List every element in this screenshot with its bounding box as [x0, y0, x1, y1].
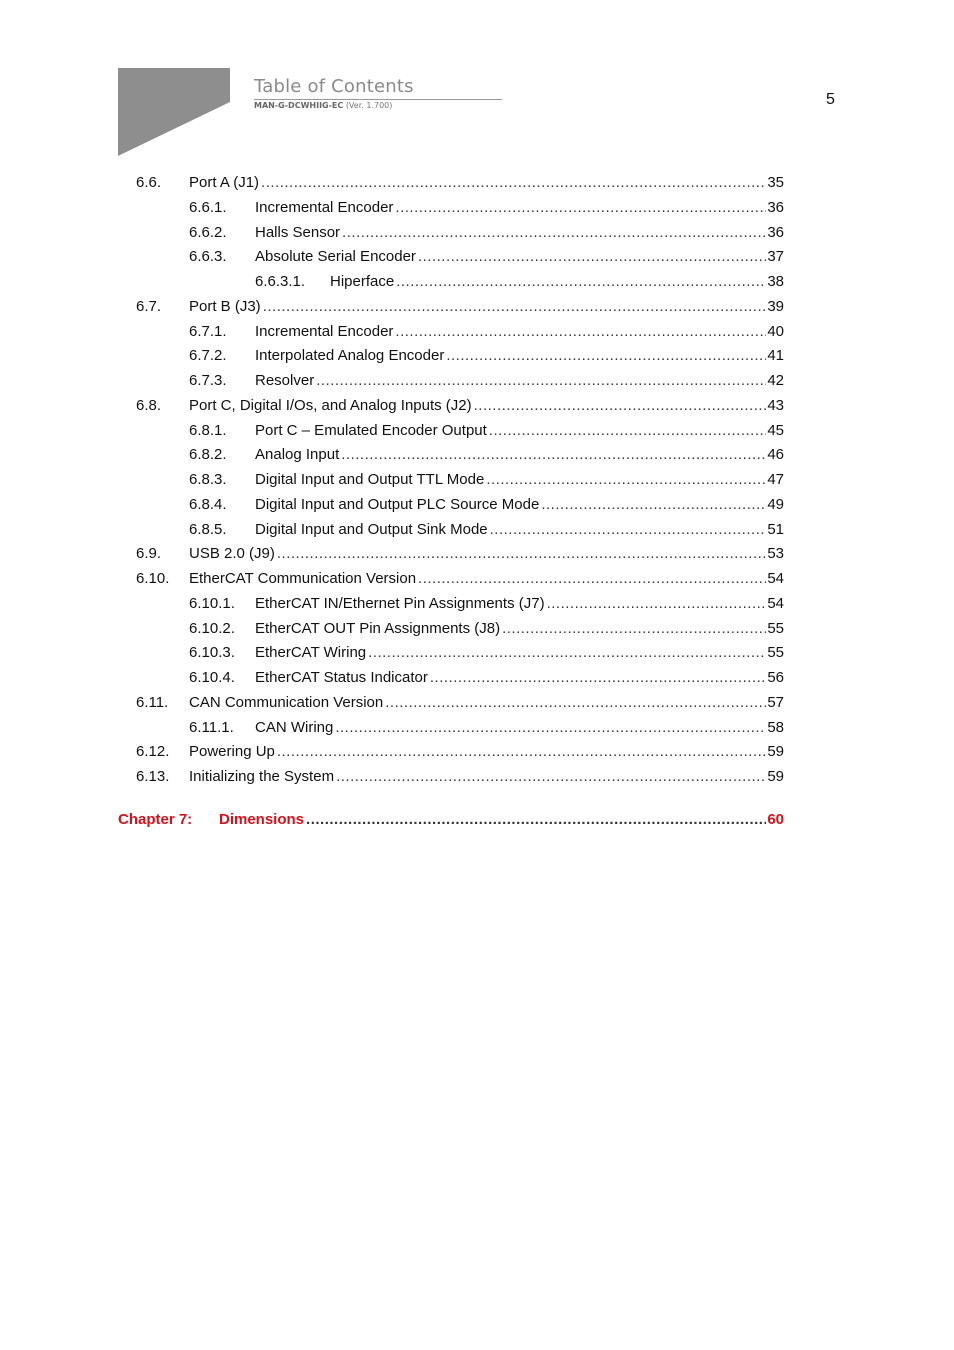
toc-entry-title-line [219, 810, 784, 830]
toc-entry-number: 6.6.1. [189, 198, 227, 216]
doc-version: (Ver. 1.700) [345, 101, 393, 110]
toc-entry-title: EtherCAT Wiring [255, 644, 367, 662]
toc-entry-title: Port A (J1) [189, 174, 260, 191]
toc-entry-page: 43 [767, 396, 784, 414]
dot-leader [277, 742, 766, 762]
dot-leader [341, 445, 766, 465]
toc-entry-page: 35 [767, 174, 784, 191]
dot-leader [418, 569, 766, 589]
toc-entry[interactable] [136, 767, 784, 787]
toc-entry-title-line [255, 198, 784, 218]
toc-entry-number: 6.8. [136, 396, 162, 414]
toc-entry-title-line [255, 322, 784, 342]
page-number: 5 [826, 91, 835, 108]
toc-entry-title: EtherCAT Communication Version [189, 570, 417, 587]
toc-entry-title: Incremental Encoder [255, 322, 394, 340]
toc-entry[interactable] [189, 619, 784, 639]
toc-entry-title-line [189, 693, 784, 713]
toc-entry-title: EtherCAT OUT Pin Assignments (J8) [255, 619, 501, 637]
toc-entry-title: Halls Sensor [255, 223, 341, 241]
toc-entry[interactable] [136, 742, 784, 762]
toc-entry-title-line [255, 520, 784, 540]
toc-entry-title-line [189, 173, 784, 193]
dot-leader [430, 668, 766, 688]
toc-entry-title-line [255, 495, 784, 515]
dot-leader [490, 520, 767, 540]
dot-leader [261, 173, 766, 193]
toc-entry-title: USB 2.0 (J9) [189, 545, 275, 563]
toc-entry[interactable] [136, 297, 784, 317]
toc-entry-title-line [255, 371, 784, 391]
dot-leader [316, 371, 766, 391]
toc-entry-number: 6.10.3. [189, 644, 235, 662]
toc-entry[interactable] [136, 396, 784, 416]
toc-entry-title: EtherCAT Status Indicator [255, 669, 428, 686]
toc-entry-number: 6.7.1. [189, 322, 227, 340]
dot-leader [502, 619, 766, 639]
toc-entry-number: 6.10. [136, 570, 170, 587]
toc-entry[interactable] [136, 544, 784, 564]
toc-entry-page: 54 [767, 594, 784, 612]
dot-leader [541, 495, 766, 515]
header-title: Table of Contents [254, 76, 414, 97]
dot-leader [395, 322, 766, 342]
toc-entry-page: 51 [767, 520, 784, 538]
toc-entry-number: 6.7. [136, 297, 162, 315]
dot-leader [342, 223, 766, 243]
toc-entry-page: 45 [767, 421, 784, 439]
toc-entry-title-line [189, 569, 784, 589]
toc-entry-page: 46 [767, 446, 784, 464]
toc-entry-page: 54 [767, 570, 784, 587]
toc-entry-title: Port C – Emulated Encoder Output [255, 421, 487, 439]
toc-entry-number: 6.8.2. [189, 446, 227, 464]
toc-entry[interactable] [136, 693, 784, 713]
toc-entry-title-line [255, 247, 784, 267]
toc-entry-page: 58 [767, 718, 784, 736]
toc-entry[interactable] [189, 346, 784, 366]
toc-entry-title-line [255, 445, 784, 465]
toc-entry-title: CAN Wiring [255, 718, 334, 736]
toc-entry-page: 57 [767, 693, 784, 711]
toc-entry-title-line [189, 742, 784, 762]
toc-entry-number: 6.11.1. [189, 718, 234, 736]
toc-entry-number: 6.8.4. [189, 495, 227, 513]
toc-entry[interactable] [255, 272, 784, 292]
toc-chapter-entry[interactable] [118, 810, 784, 830]
toc-entry-number: 6.6. [136, 174, 162, 191]
dot-leader [474, 396, 767, 416]
dot-leader [306, 810, 766, 830]
toc-entry-title-line [255, 594, 784, 614]
dot-leader [547, 594, 767, 614]
toc-entry-page: 41 [767, 347, 784, 365]
toc-entry-number: 6.13. [136, 768, 170, 785]
toc-entry-title: Port C, Digital I/Os, and Analog Inputs (J2) [189, 396, 472, 414]
header-doc-info [254, 101, 392, 110]
toc-entry-title: Digital Input and Output TTL Mode [255, 471, 485, 488]
toc-entry-number: 6.8.3. [189, 471, 227, 488]
toc-entry-title-line [255, 643, 784, 663]
toc-entry-page: 36 [767, 198, 784, 216]
toc-entry-title: Digital Input and Output PLC Source Mode [255, 495, 540, 513]
toc-entry-title-line [189, 767, 784, 787]
toc-entry[interactable] [189, 247, 784, 267]
toc-entry-page: 39 [767, 297, 784, 315]
toc-entry-number: 6.6.3. [189, 248, 227, 266]
toc-entry-title: Initializing the System [189, 768, 335, 785]
toc-entry-number: 6.7.2. [189, 347, 227, 365]
toc-entry-title: CAN Communication Version [189, 693, 384, 711]
header-rule [254, 99, 502, 100]
toc-entry[interactable] [189, 594, 784, 614]
toc-entry-number: 6.12. [136, 743, 170, 761]
toc-entry[interactable] [189, 668, 784, 688]
toc-entry-title: Dimensions [219, 811, 305, 828]
dot-leader [486, 470, 766, 490]
toc-entry-number: 6.6.3.1. [255, 273, 306, 290]
toc-entry[interactable] [189, 718, 784, 738]
toc-entry-number: 6.8.5. [189, 520, 227, 538]
toc-entry-title-line [189, 544, 784, 564]
dot-leader [336, 767, 766, 787]
toc-entry[interactable] [189, 445, 784, 465]
toc-entry-number: 6.10.4. [189, 669, 235, 686]
toc-entry-number: 6.6.2. [189, 223, 227, 241]
toc-entry-title: Resolver [255, 372, 315, 389]
toc-entry-number: 6.7.3. [189, 372, 227, 389]
dot-leader [368, 643, 766, 663]
toc-entry-title-line [255, 718, 784, 738]
toc-entry-title-line [255, 668, 784, 688]
toc-entry-page: 53 [767, 545, 784, 563]
dot-leader [263, 297, 767, 317]
toc-entry-page: 59 [767, 768, 784, 785]
toc-entry-title: Incremental Encoder [255, 198, 394, 216]
toc-entry-title-line [255, 421, 784, 441]
toc-entry[interactable] [189, 371, 784, 391]
toc-entry-title-line [255, 223, 784, 243]
toc-entry-page: 55 [767, 619, 784, 637]
toc-entry[interactable] [189, 470, 784, 490]
toc-entry[interactable] [189, 495, 784, 515]
toc-entry-number: 6.9. [136, 545, 162, 563]
toc-entry[interactable] [189, 198, 784, 218]
logo-graphic [118, 68, 230, 156]
toc-entry-page: 36 [767, 223, 784, 241]
toc-entry-number: 6.10.1. [189, 594, 235, 612]
dot-leader [396, 272, 766, 292]
toc-entry-page: 47 [767, 471, 784, 488]
toc-entry-page: 56 [767, 669, 784, 686]
toc-entry-title: Port B (J3) [189, 297, 261, 315]
dot-leader [489, 421, 767, 441]
dot-leader [277, 544, 766, 564]
toc-entry-title-line [189, 297, 784, 317]
toc-entry-page: 60 [767, 811, 784, 828]
toc-entry-title: Digital Input and Output Sink Mode [255, 520, 488, 538]
toc-entry[interactable] [189, 322, 784, 342]
toc-entry-page: 38 [767, 273, 784, 290]
toc-entry[interactable] [189, 421, 784, 441]
toc-entry-page: 42 [767, 372, 784, 389]
dot-leader [418, 247, 766, 267]
toc-entry-title-line [255, 346, 784, 366]
dot-leader [446, 346, 766, 366]
toc-entry-title: EtherCAT IN/Ethernet Pin Assignments (J7) [255, 594, 545, 612]
dot-leader [385, 693, 766, 713]
toc-entry-title-line [255, 470, 784, 490]
toc-entry-page: 49 [767, 495, 784, 513]
toc-entry-title-line [189, 396, 784, 416]
toc-entry[interactable] [189, 643, 784, 663]
toc-entry-number: 6.8.1. [189, 421, 227, 439]
toc-entry-number: 6.11. [136, 693, 169, 711]
dot-leader [335, 718, 766, 738]
toc-entry[interactable] [136, 173, 784, 193]
toc-entry-number: Chapter 7: [118, 811, 193, 828]
toc-entry-number: 6.10.2. [189, 619, 235, 637]
toc-entry-page: 55 [767, 644, 784, 662]
toc-entry[interactable] [136, 569, 784, 589]
toc-entry-page: 37 [767, 248, 784, 266]
toc-entry-title: Interpolated Analog Encoder [255, 347, 445, 365]
toc-entry-title: Analog Input [255, 446, 340, 464]
toc-entry-page: 40 [767, 322, 784, 340]
toc-entry[interactable] [189, 520, 784, 540]
toc-entry-title-line [330, 272, 784, 292]
toc-entry-title-line [255, 619, 784, 639]
toc-entry-title: Powering Up [189, 743, 275, 761]
toc-entry-page: 59 [767, 743, 784, 761]
toc-entry-title: Absolute Serial Encoder [255, 248, 416, 266]
doc-id: MAN-G-DCWHIIG-EC [254, 101, 344, 110]
dot-leader [395, 198, 766, 218]
toc-entry[interactable] [189, 223, 784, 243]
toc-entry-title: Hiperface [330, 273, 395, 290]
